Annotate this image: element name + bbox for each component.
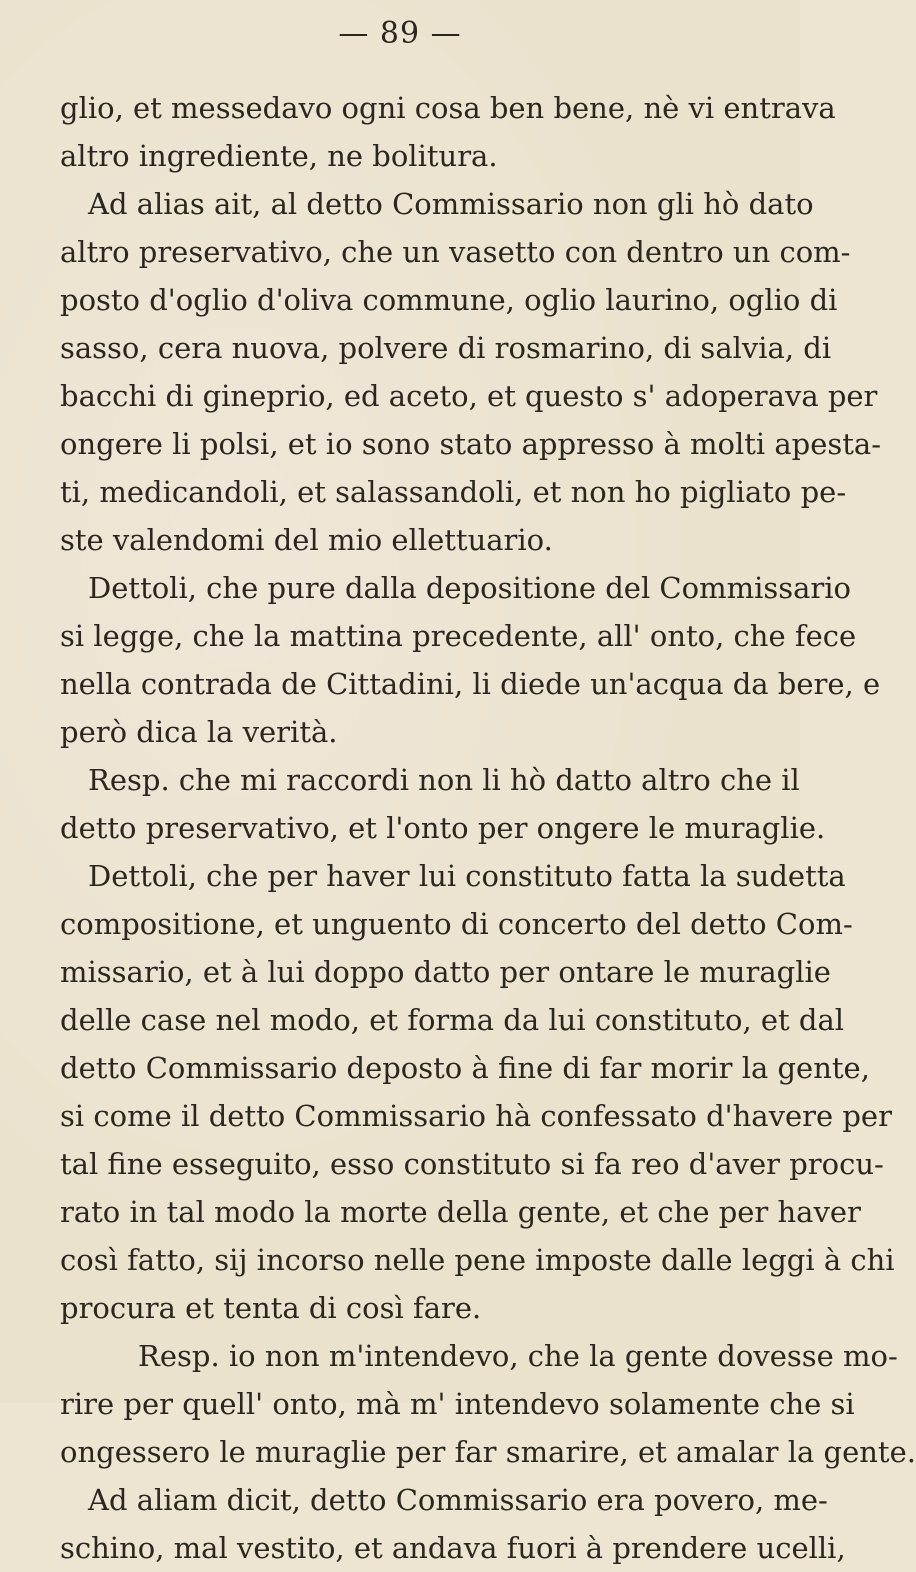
text-line: bacchi di gineprio, ed aceto, et questo s' adoperava per	[60, 379, 878, 413]
text-line: ste valendomi del mio ellettuario.	[60, 523, 553, 557]
text-line: missario, et à lui doppo datto per ontare le muraglie	[60, 955, 831, 989]
page-number: — 89 —	[338, 16, 462, 51]
text-line: si legge, che la mattina precedente, all' onto, che fece	[60, 619, 857, 653]
text-line: Resp. io non m'intendevo, che la gente dovesse mo-	[138, 1339, 898, 1373]
text-line: procura et tenta di così fare.	[60, 1291, 482, 1325]
text-line: Ad alias ait, al detto Commissario non gli hò dato	[88, 187, 814, 221]
text-line: Dettoli, che per haver lui constituto fatta la sudetta	[88, 859, 846, 893]
text-line: Dettoli, che pure dalla depositione del Commissario	[88, 571, 852, 605]
text-line: posto d'oglio d'oliva commune, oglio laurino, oglio di	[60, 283, 838, 317]
text-line: ongessero le muraglie per far smarire, et amalar la gente.	[60, 1435, 916, 1469]
text-line: si come il detto Commissario hà confessato d'havere per	[60, 1099, 892, 1133]
body-text	[60, 84, 916, 1572]
text-line: altro preservativo, che un vasetto con dentro un com-	[60, 235, 851, 269]
text-line: compositione, et unguento di concerto del detto Com-	[60, 907, 853, 941]
text-line: Resp. che mi raccordi non li hò datto altro che il	[88, 763, 800, 797]
text-line: schino, mal vestito, et andava fuori à prendere ucelli,	[60, 1531, 846, 1565]
text-line: ti, medicandoli, et salassandoli, et non ho pigliato pe-	[60, 475, 847, 509]
text-line: però dica la verità.	[60, 715, 338, 749]
text-line: delle case nel modo, et forma da lui constituto, et dal	[60, 1003, 845, 1037]
text-line: detto Commissario deposto à fine di far morir la gente,	[60, 1051, 870, 1085]
text-line: nella contrada de Cittadini, li diede un'acqua da bere, e	[60, 667, 881, 701]
text-line: sasso, cera nuova, polvere di rosmarino, di salvia, di	[60, 331, 832, 365]
text-line: Ad aliam dicit, detto Commissario era povero, me-	[88, 1483, 828, 1517]
text-line: ongere li polsi, et io sono stato appresso à molti apesta-	[60, 427, 882, 461]
text-line: altro ingrediente, ne bolitura.	[60, 139, 498, 173]
text-line: glio, et messedavo ogni cosa ben bene, nè vi entrava	[60, 91, 836, 125]
text-line: detto preservativo, et l'onto per ongere le muraglie.	[60, 811, 826, 845]
text-line: rato in tal modo la morte della gente, et che per haver	[60, 1195, 861, 1229]
text-line: tal fine esseguito, esso constituto si fa reo d'aver procu-	[60, 1147, 884, 1181]
text-line: così fatto, sij incorso nelle pene imposte dalle leggi à chi	[60, 1243, 895, 1277]
text-line: rire per quell' onto, mà m' intendevo solamente che si	[60, 1387, 855, 1421]
